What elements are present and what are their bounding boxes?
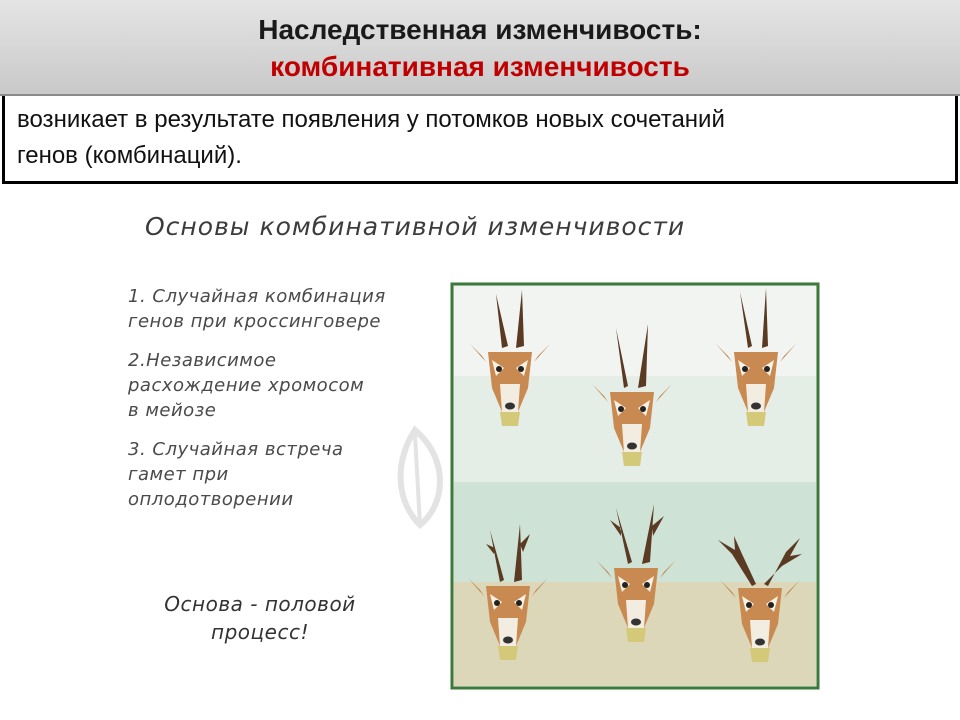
definition-line-1: возникает в результате появления у потомков новых сочетаний (17, 106, 725, 133)
definition-box (2, 96, 958, 184)
conclusion (135, 590, 385, 646)
basis-item-3-line-1: 3. Случайная встреча (128, 439, 344, 460)
conclusion-line-1: Основа - половой (164, 592, 356, 616)
basis-item-2-line-1: 2.Независимое (128, 350, 277, 371)
basis-item-2-line-3: в мейозе (128, 400, 217, 421)
slide-title: Наследственная изменчивость: (258, 14, 702, 45)
basis-item-3-line-3: оплодотворении (128, 489, 294, 510)
antelope-illustration (450, 282, 820, 690)
basis-item-1-line-1: 1. Случайная комбинация (128, 286, 386, 307)
title-bar (0, 0, 960, 96)
slide-subtitle: комбинативная изменчивость (270, 51, 690, 82)
basis-item-1-line-2: генов при кроссинговере (128, 311, 381, 332)
basis-item-1 (128, 284, 438, 334)
basis-item-2-line-2: расхождение хромосом (128, 375, 365, 396)
definition-line-2: генов (комбинаций). (17, 142, 242, 169)
basis-item-3-line-2: гамет при (128, 464, 229, 485)
figure-title: Основы комбинативной изменчивости (145, 212, 686, 241)
conclusion-line-2: процесс! (211, 620, 309, 644)
